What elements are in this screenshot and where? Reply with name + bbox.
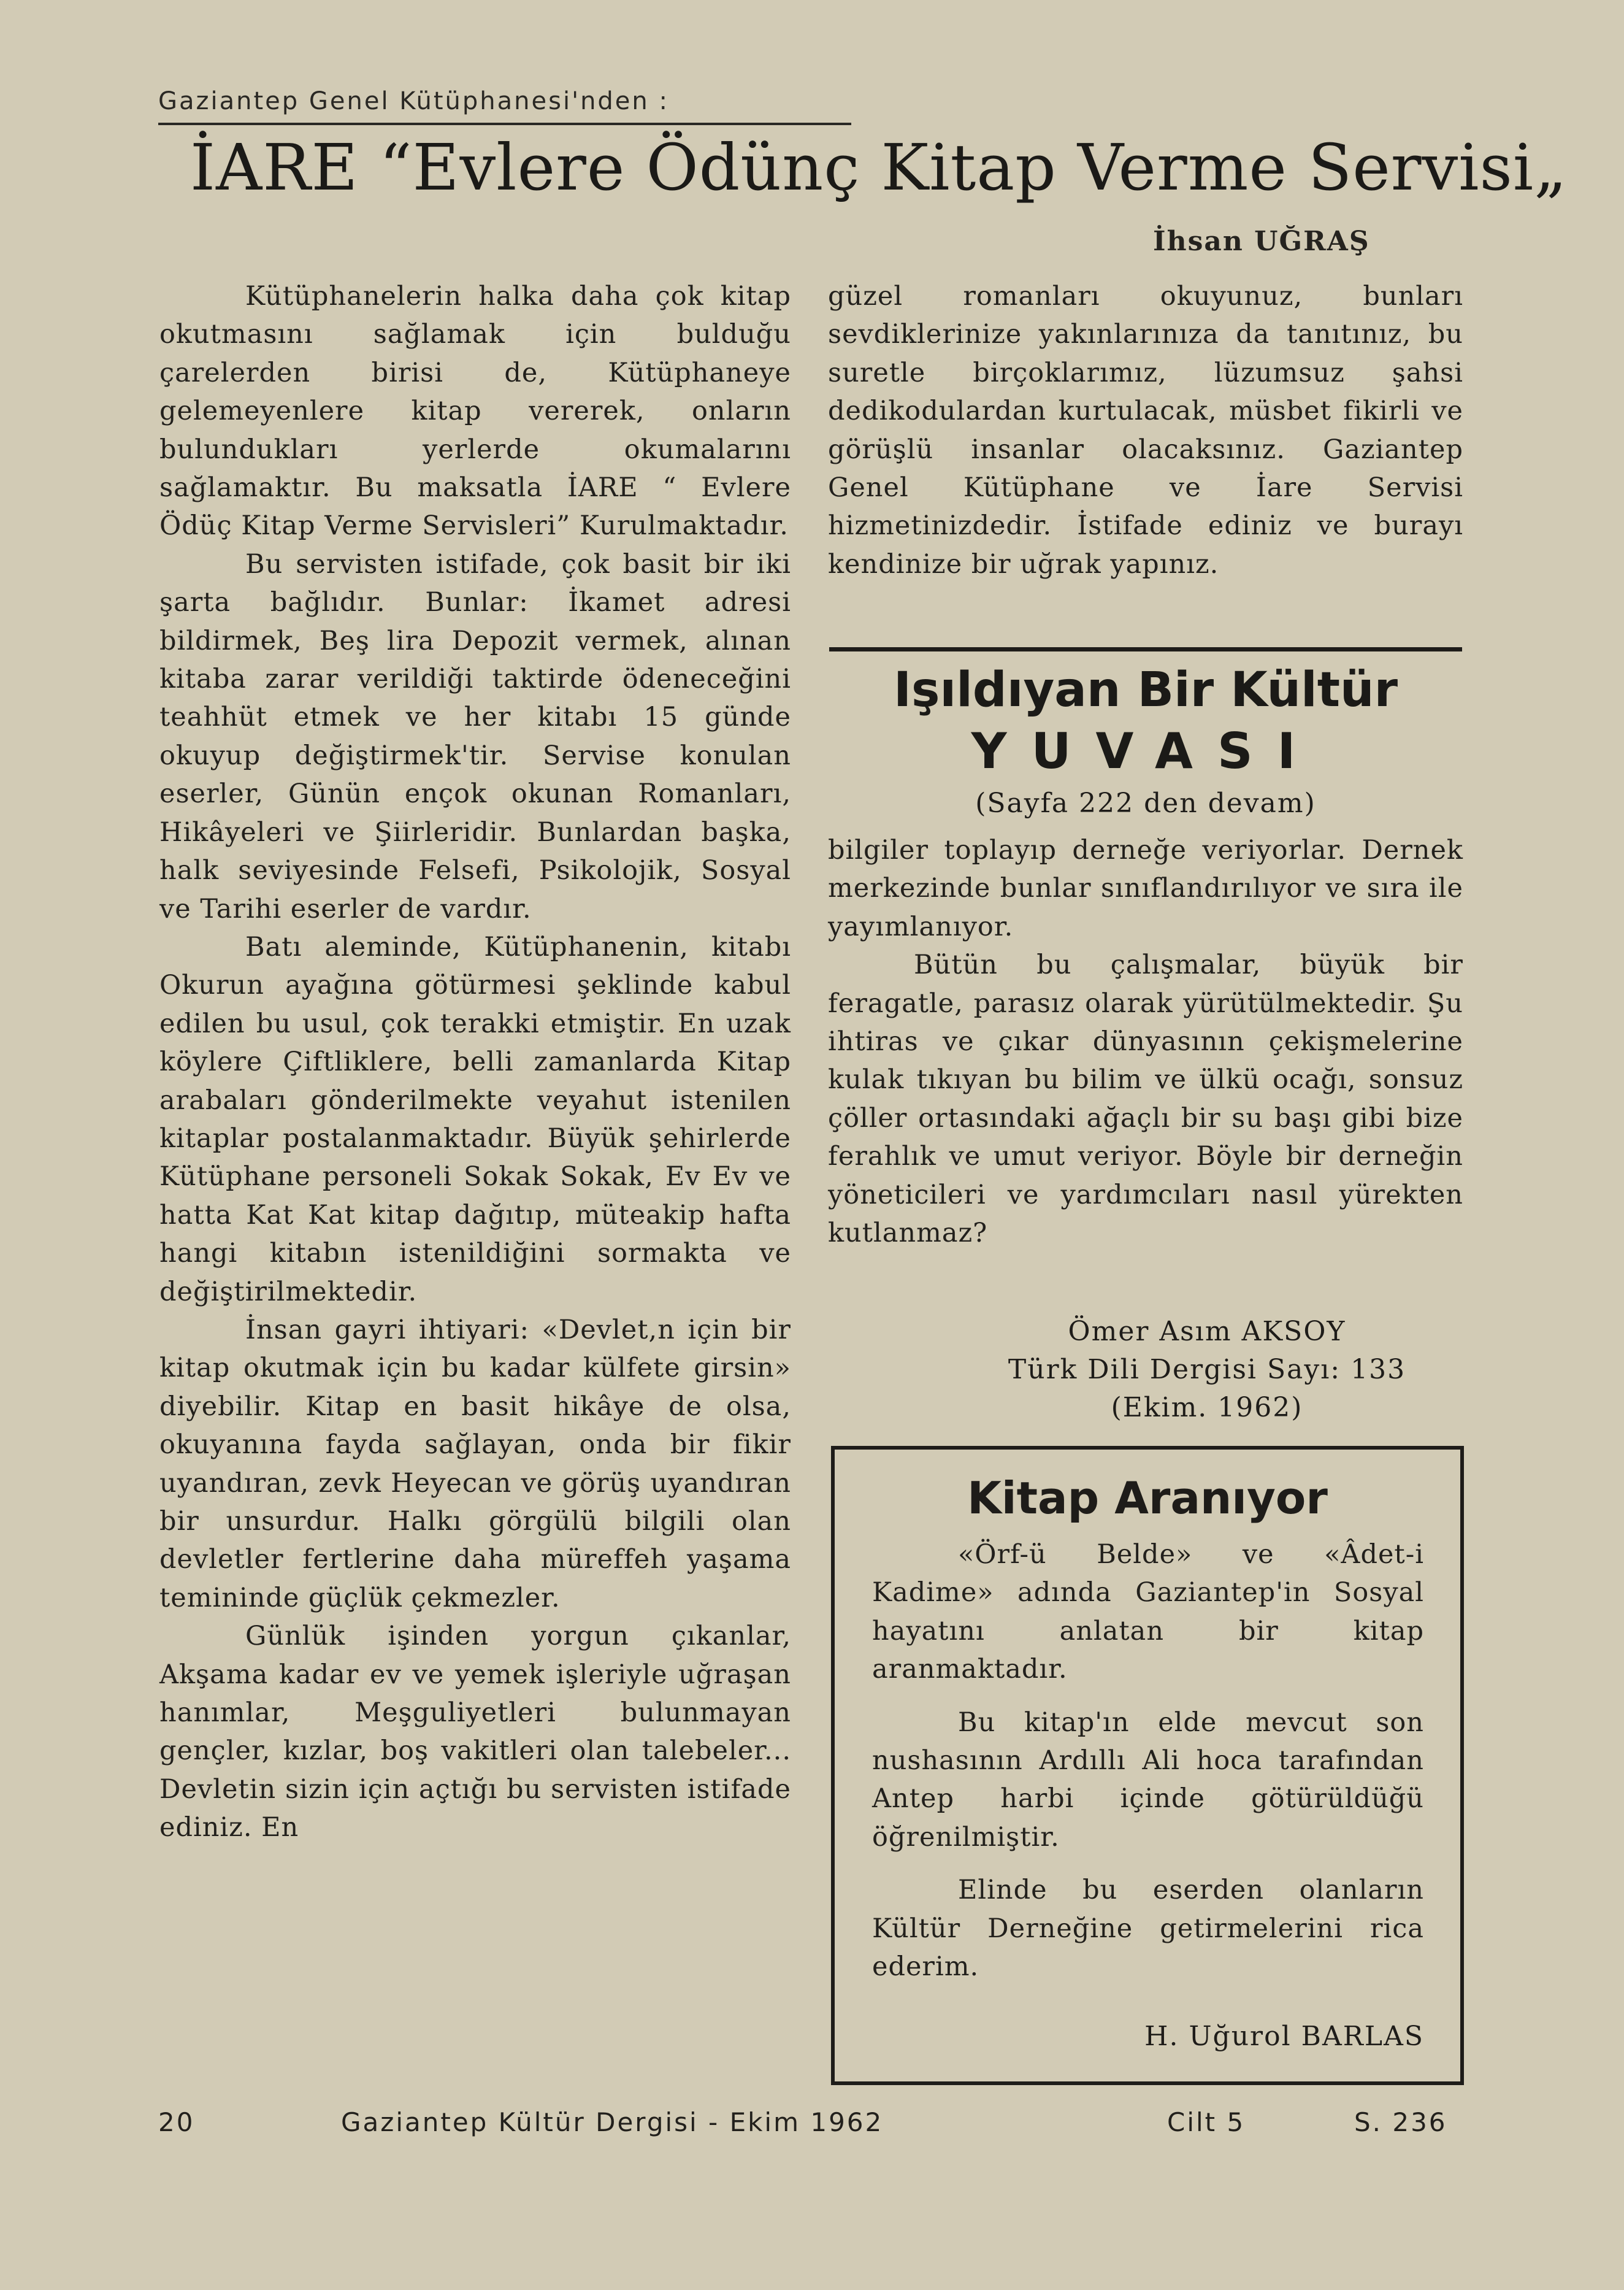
- article-left-column: [159, 277, 791, 1847]
- footer-journal: Gaziantep Kültür Dergisi - Ekim 1962: [341, 2107, 884, 2137]
- yuvasi-paragraph: Bütün bu çalışmalar, büyük bir feragatle, parasız olarak yürütülmektedir. Şu ihtiras ve çıkar dünyasının çekişmelerine kulak tıkıyan bu bilim ve ülkü ocağı, sonsuz çöller ortasındaki ağaçlı bir su başı gibi bize ferahlık ve umut veriyor. Böyle bir derneğin yöneticileri ve yardımcıları nasıl yürekten kutlanmaz?: [828, 950, 1463, 1249]
- yuvasi-title-line1: Işıldıyan Bir Kültür: [893, 663, 1398, 718]
- yuvasi-title-line2: YUVASI: [971, 723, 1320, 780]
- section-divider: [829, 647, 1462, 651]
- yuvasi-signature-date: (Ekim. 1962): [1111, 1392, 1303, 1423]
- article-title: İARE “Evlere Ödünç Kitap Verme Servisi„: [190, 130, 1568, 205]
- yuvasi-paragraph: bilgiler toplayıp derneğe veriyorlar. Dernek merkezinde bunlar sınıflandırılıyor ve sıra ile yayımlanıyor.: [828, 835, 1463, 942]
- footer-page-number: 20: [158, 2107, 195, 2137]
- wanted-paragraph: «Örf-ü Belde» ve «Âdet-i Kadime» adında Gaziantep'in Sosyal hayatını anlatan bir kitap aranmaktadır.: [872, 1539, 1424, 1685]
- yuvasi-signature-name: Ömer Asım AKSOY: [1068, 1316, 1346, 1347]
- footer-volume: Cilt 5: [1167, 2107, 1246, 2137]
- wanted-body: [872, 1535, 1424, 2000]
- article-paragraph: Kütüphanelerin halka daha çok kitap okutmasını sağlamak için bulduğu çarelerden birisi de, Kütüphaneye gelemeyenlere kitap vererek, onların bulundukları yerlerde okumalarını sağlamaktır. Bu maksatla İARE “ Evlere Ödüç Kitap Verme Servisleri” Kurulmaktadır.: [159, 281, 791, 542]
- article-paragraph: Batı aleminde, Kütüphanenin, kitabı Okurun ayağına götürmesi şeklinde kabul edilen bu usul, çok terakki etmiştir. En uzak köylere Çiftliklere, belli zamanlarda Kitap arabaları gönderilmekte veyahut istenilen kitaplar postalanmaktadır. Büyük şehirlerde Kütüphane personeli Sokak Sokak, Ev Ev ve hatta Kat Kat kitap dağıtıp, müteakip hafta hangi kitabın istenildiğini sormakta ve değiştirilmektedir.: [159, 931, 791, 1307]
- article-paragraph: güzel romanları okuyunuz, bunları sevdiklerinize yakınlarınıza da tanıtınız, bu suretle birçoklarımız, lüzumsuz şahsi dedikodulardan kurtulacak, müsbet fikirli ve görüşlü insanlar olacaksınız. Gaziantep Genel Kütüphane ve İare Servisi hizmetinizdedir. İstifade ediniz ve burayı kendinize bir uğrak yapınız.: [828, 281, 1463, 580]
- wanted-title: Kitap Aranıyor: [967, 1472, 1328, 1524]
- article-right-continuation: [828, 277, 1463, 583]
- source-line: Gaziantep Genel Kütüphanesi'nden :: [158, 87, 669, 115]
- article-paragraph: Bu servisten istifade, çok basit bir iki şarta bağlıdır. Bunlar: İkamet adresi bildirmek, Beş lira Depozit vermek, alınan kitaba zarar verildiği taktirde ödeneceğini teahhüt etmek ve her kitabı 15 günde okuyup değiştirmek'tir. Servise konulan eserler, Günün ençok okunan Romanları, Hikâyeleri ve Şiirleridir. Bunlardan başka, halk seviyesinde Felsefi, Psikolojik, Sosyal ve Tarihi eserler de vardır.: [159, 548, 791, 924]
- wanted-paragraph: Elinde bu eserden olanların Kültür Derneğine getirmelerini rica ederim.: [872, 1875, 1424, 1983]
- article-author: İhsan UĞRAŞ: [1153, 226, 1370, 257]
- article-paragraph: İnsan gayri ihtiyari: «Devlet,n için bir kitap okutmak için bu kadar külfete girsin» diyebilir. Kitap en basit hikâye de olsa, okuyanına fayda sağlayan, onda bir fikir uyandıran, zevk Heyecan ve görüş uyandıran bir unsurdur. Halkı görgülü bilgili olan devletler fertlerine daha müreffeh yaşama temininde güçlük çekmezler.: [159, 1314, 791, 1613]
- continued-note: (Sayfa 222 den devam): [975, 788, 1316, 819]
- article-paragraph: Günlük işinden yorgun çıkanlar, Akşama kadar ev ve yemek işleriyle uğraşan hanımlar, Meşguliyetleri bulunmayan gençler, kızlar, boş vakitleri olan talebeler... Devletin sizin için açtığı bu servisten istifade ediniz. En: [159, 1621, 791, 1843]
- wanted-signature: H. Uğurol BARLAS: [1144, 2021, 1424, 2052]
- footer-page-label: S. 236: [1354, 2107, 1447, 2137]
- yuvasi-signature-source: Türk Dili Dergisi Sayı: 133: [1008, 1354, 1406, 1385]
- yuvasi-body: [828, 831, 1463, 1252]
- wanted-paragraph: Bu kitap'ın elde mevcut son nushasının Ardıllı Ali hoca tarafından Antep harbi içinde götürüldüğü öğrenilmiştir.: [872, 1707, 1424, 1853]
- page-footer: [158, 2107, 1471, 2144]
- source-underline: [158, 123, 851, 125]
